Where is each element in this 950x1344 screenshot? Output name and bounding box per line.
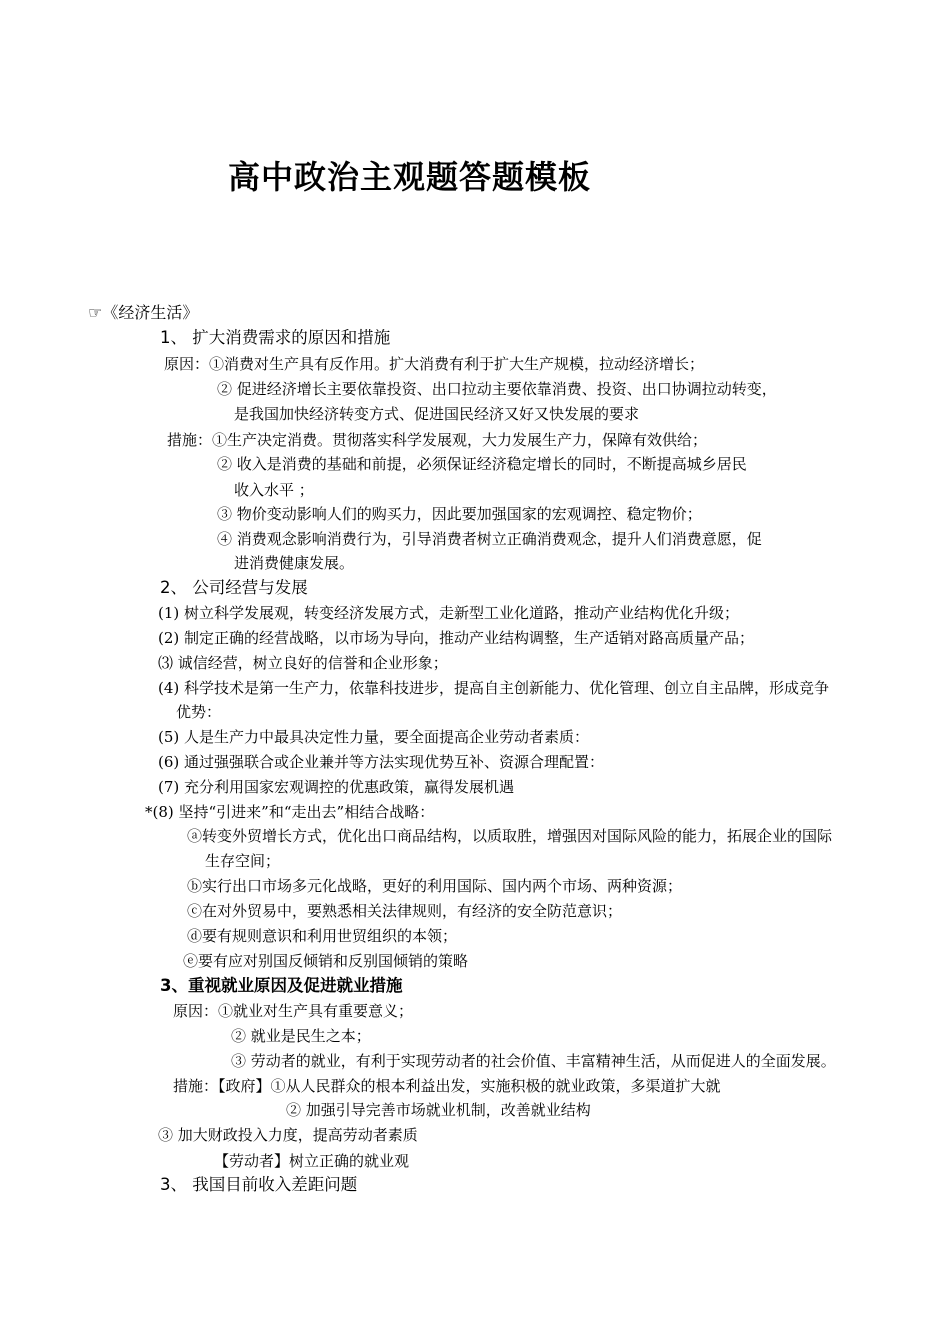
text-line: ③ 加大财政投入力度，提高劳动者素质 (158, 1126, 418, 1144)
text-line: ② 加强引导完善市场就业机制，改善就业结构 (286, 1101, 591, 1119)
text-line: 【劳动者】树立正确的就业观 (214, 1152, 410, 1170)
section-heading: ☞《经济生活》 (88, 303, 199, 322)
text-line: ⑶ 诚信经营，树立良好的信誉和企业形象； (158, 654, 448, 672)
document-title: 高中政治主观题答题模板 (228, 158, 592, 196)
text-line: (4) 科学技术是第一生产力，依靠科技进步，提高自主创新能力、优化管理、创立自主品牌，形成竞争 (158, 679, 830, 697)
text-line: ② 促进经济增长主要依靠投资、出口拉动主要依靠消费、投资、出口协调拉动转变， (217, 380, 777, 398)
text-line: ⓓ要有规则意识和利用世贸组织的本领； (187, 927, 458, 945)
text-line: (6) 通过强强联合或企业兼并等方法实现优势互补、资源合理配置： (158, 753, 605, 771)
text-line: (1) 树立科学发展观，转变经济发展方式，走新型工业化道路，推动产业结构优化升级； (158, 604, 740, 622)
text-line: 生存空间； (205, 852, 281, 870)
text-line: 原因：①就业对生产具有重要意义； (173, 1002, 414, 1020)
text-line: ③ 劳动者的就业，有利于实现劳动者的社会价值、丰富精神生活，从而促进人的全面发展。 (231, 1052, 836, 1070)
text-line: ④ 消费观念影响消费行为，引导消费者树立正确消费观念，提升人们消费意愿，促 (217, 530, 762, 548)
text-line: ③ 物价变动影响人们的购买力，因此要加强国家的宏观调控、稳定物价； (217, 505, 702, 523)
heading-3: 3、重视就业原因及促进就业措施 (160, 976, 403, 995)
text-line: 措施：①生产决定消费。贯彻落实科学发展观，大力发展生产力，保障有效供给； (167, 431, 708, 449)
text-line: (2) 制定正确的经营战略，以市场为导向，推动产业结构调整，生产适销对路高质量产品； (158, 629, 755, 647)
text-line: ⓔ要有应对别国反倾销和反别国倾销的策略 (183, 952, 469, 970)
text-line: 进消费健康发展。 (234, 554, 355, 572)
text-line: ② 就业是民生之本； (231, 1027, 371, 1045)
heading-2: 2、 公司经营与发展 (160, 578, 308, 597)
text-line: (7) 充分利用国家宏观调控的优惠政策，赢得发展机遇 (158, 778, 515, 796)
heading-4: 3、 我国目前收入差距问题 (160, 1175, 358, 1194)
text-line: ⓑ实行出口市场多元化战略，更好的利用国际、国内两个市场、两种资源； (187, 877, 683, 895)
text-line: *(8) 坚持“引进来”和“走出去”相结合战略： (145, 803, 435, 821)
text-line: 措施：【政府】①从人民群众的根本利益出发，实施积极的就业政策，多渠道扩大就 (173, 1077, 721, 1095)
text-line: 优势： (176, 703, 222, 721)
text-line: ② 收入是消费的基础和前提，必须保证经济稳定增长的同时，不断提高城乡居民 (217, 455, 747, 473)
text-line: (5) 人是生产力中最具决定性力量，要全面提高企业劳动者素质： (158, 728, 590, 746)
text-line: 是我国加快经济转变方式、促进国民经济又好又快发展的要求 (234, 405, 640, 423)
text-line: 收入水平 ； (234, 481, 314, 499)
text-line: ⓒ在对外贸易中，要熟悉相关法律规则，有经济的安全防范意识； (187, 902, 623, 920)
text-line: ⓐ转变外贸增长方式，优化出口商品结构，以质取胜，增强因对国际风险的能力，拓展企业的国际 (187, 827, 833, 845)
heading-1: 1、 扩大消费需求的原因和措施 (160, 328, 391, 347)
text-line: 原因：①消费对生产具有反作用。扩大消费有利于扩大生产规模，拉动经济增长； (164, 355, 705, 373)
